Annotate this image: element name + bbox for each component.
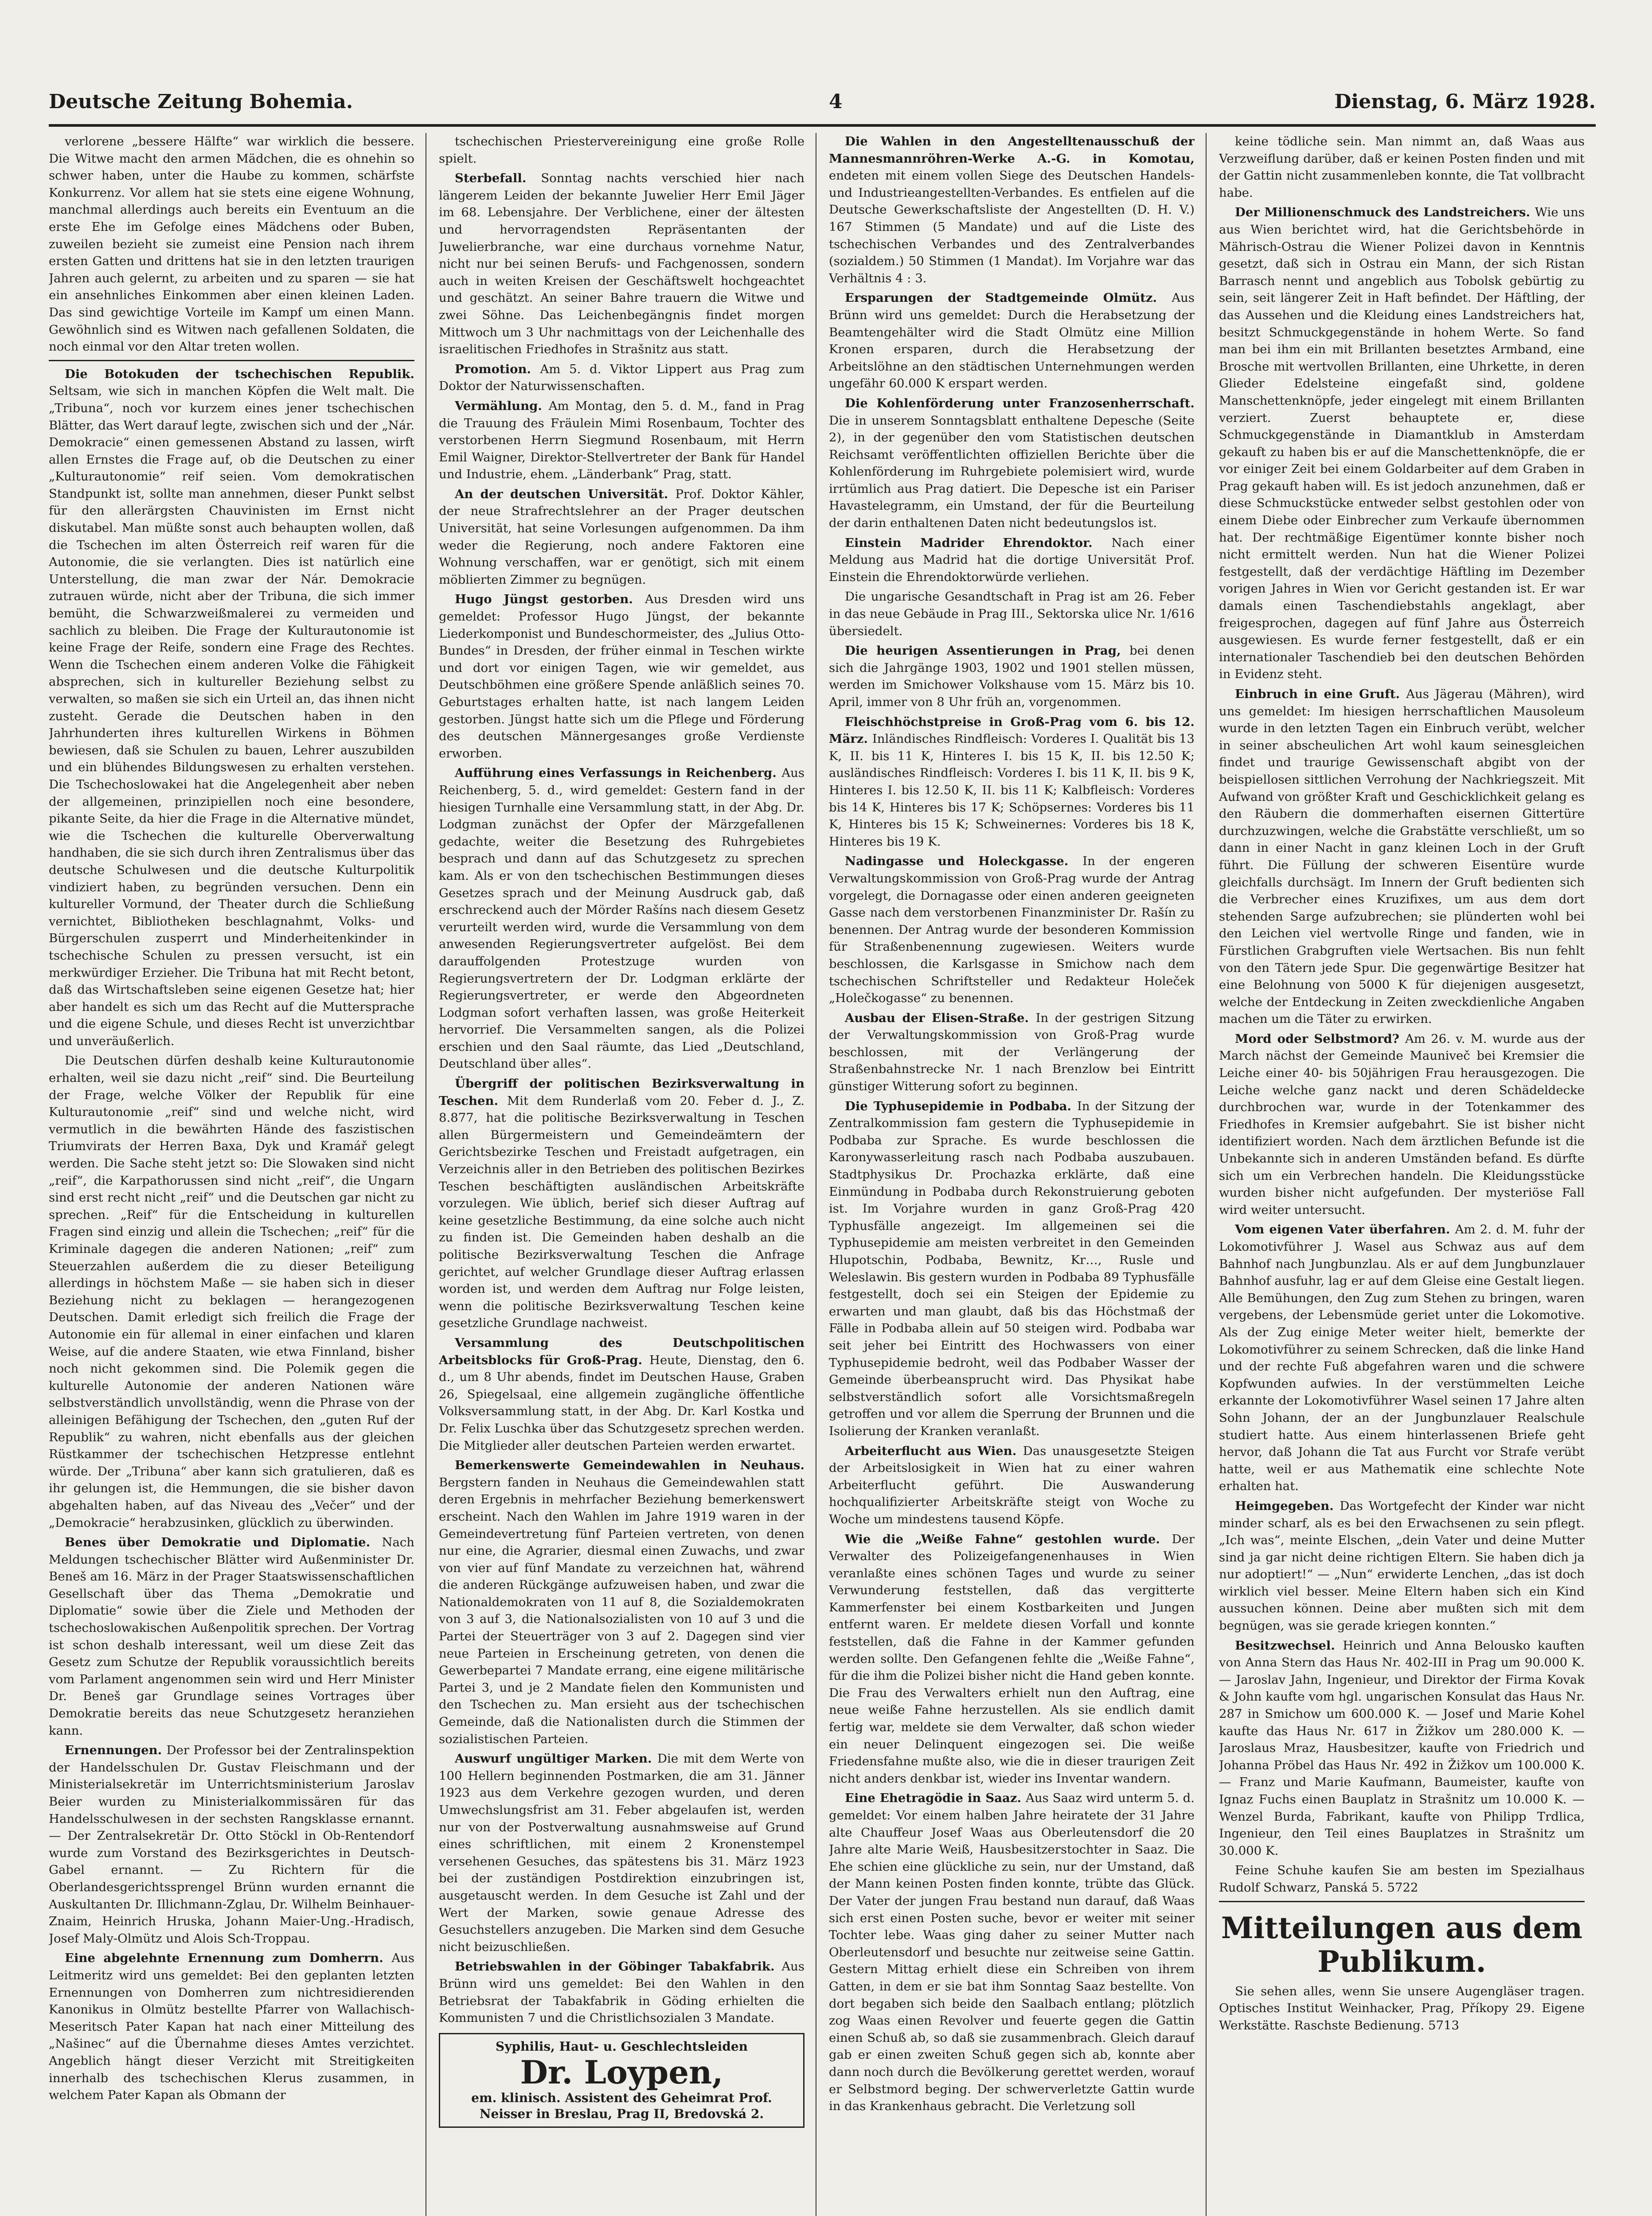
article-heading: Ersparungen der Stadtgemeinde Olmütz. [845, 291, 1172, 305]
article-text: endeten mit einem vollen Siege des Deutschen Handels- und Industrieangestellten-Verbandes. Es entfielen auf die Deutsche Gewerkschaftsliste der Angestellten (D. H. V.) 167 Stimmen (5 Mandate) und auf die Liste des tschechischen Verbandes und des Zentralverbandes (sozialdem.) 50 Stimmen (1 Mandat). Im Vorjahre war das Verhältnis 4 : 3. [829, 168, 1195, 285]
article-paragraph [49, 1742, 414, 1947]
article-text: Der Professor bei der Zentralinspektion der Handelsschulen Dr. Gustav Fleischmann und der Ministerialsekretär im Unterrichtsministerium Jaroslav Beier wurden zu Ministerialkommissären für das Handelsschulwesen in der sechsten Rangsklasse ernannt. — Der Zentralsekretär Dr. Otto Stöckl in Ob-Rentendorf wurde zum Vorstand des Bezirksgerichtes in Deutsch-Gabel ernannt. — Zu Richtern für die Oberlandesgerichtssprengel Brünn wurden ernannt die Auskultanten Dr. Illichmann-Zglau, Dr. Wilhelm Beinhauer-Znaim, Heinrich Hruska, Johann Maier-Ung.-Hradisch, Josef Maly-Olmütz und Alois Sch-Troppau. [49, 1743, 414, 1946]
article-heading: Versammlung des Deutschpolitischen Arbeitsblocks für Groß-Prag. [439, 1335, 805, 1367]
article-heading: Vom eigenen Vater überfahren. [1235, 1222, 1455, 1237]
issue-date: Dienstag, 6. März 1928. [1334, 90, 1596, 113]
article-heading: Vermählung. [455, 398, 549, 413]
article-text: In der engeren Verwaltungskommission von Groß-Prag wurde der Antrag vorgelegt, die Dornagasse oder einen anderen geeigneten Gasse nach dem verstorbenen Finanzminister Dr. Rašín zu benennen. Der Antrag wurde der besonderen Kommission für Straßenbenennung zugewiesen. Weiters wurde beschlossen, die Karlsgasse in Smichow nach dem tschechischen Schriftsteller und Redakteur Holeček „Holečkogasse“ zu benennen. [829, 854, 1195, 1006]
article-text: Am 26. v. M. wurde aus der March nächst der Gemeinde Mauniveč bei Kremsier die Leiche einer 40- bis 50jährigen Frau herausgezogen. Die Leiche welche ganz nackt und deren Schädeldecke durchbrochen war, wurde in der Totenkammer des Friedhofes in Kremsier aufgebahrt. Sie ist bisher nicht identifiziert worden. Nach dem ärztlichen Befunde ist die Unbekannte sich in anderen Umständen befand. Es dürfte sich um ein Verbrechen handeln. Die Kleidungsstücke wurden bisher nicht aufgefunden. Der mysteriöse Fall wird weiter untersucht. [1219, 1031, 1585, 1217]
article-heading: Arbeiterflucht aus Wien. [845, 1444, 1023, 1458]
article-text: Mit dem Runderlaß vom 20. Feber d. J., Z. 8.877, hat die politische Bezirksverwaltung in Teschen allen Bürgermeistern und Gemeindeämtern der Gerichtsbezirke Teschen und Freistadt aufgetragen, ein Verzeichnis aller in den Betrieben des politischen Bezirkes Teschen beschäftigten ausländischen Arbeitskräfte vorzulegen. Wie üblich, berief sich dieser Auftrag auf keine gesetzliche Bestimmung, da eine solche auch nicht zu finden ist. Die Gemeinden haben deshalb an die politische Bezirksverwaltung Teschen die Anfrage gerichtet, auf welcher Grundlage dieser Auftrag erlassen worden ist, und werden dem Auftrag nur Folge leisten, wenn die politische Bezirksverwaltung Teschen keine gesetzliche Grundlage nachweist. [439, 1093, 805, 1330]
advertisement-box [439, 2033, 805, 2128]
article-paragraph [829, 133, 1195, 287]
article-paragraph [1219, 1498, 1585, 1635]
article-paragraph [1219, 1983, 1585, 2034]
article-heading: Bemerkenswerte Gemeindewahlen in Neuhaus. [455, 1458, 805, 1473]
article-text: tschechischen Priestervereinigung eine große Rolle spielt. [439, 134, 805, 166]
article-paragraph [829, 395, 1195, 532]
article-paragraph [439, 170, 805, 358]
article-text: Seltsam, wie sich in manchen Köpfen die Welt malt. Die „Tribuna“, noch vor kurzem eines jener tschechischen Blätter, das Wert darauf legte, zwischen sich und der „Nár. Demokracie“ einen gemessenen Abstand zu lassen, wirft allen Ernstes die Frage auf, ob die Deutschen zu einer „Kulturautonomie“ reif seien. Vom demokratischen Standpunkt ist, sollte man annehmen, dieser Punkt selbst für den allerärgsten Chauvinisten im Ernst nicht diskutabel. Man müßte sonst auch behaupten wollen, daß die Tschechen im alten Österreich reif waren für die Autonomie, die sie verlangten. Dies ist natürlich eine Unterstellung, die man zwar der Nár. Demokracie zutrauen würde, nicht aber der Tribuna, die sich immer bemüht, die Schwarzweißmalerei zu vermeiden und sachlich zu bleiben. Die Frage der Kulturautonomie ist keine Frage der Reife, sondern eine Frage des Rechtes. Wenn die Tschechen einem anderen Volke die Fähigkeit absprechen, sich in kultureller Beziehung selbst zu verwalten, so maßen sie sich ein Urteil an, das ihnen nicht zusteht. Gerade die Deutschen haben in den Jahrhunderten ihres kulturellen Wirkens in Böhmen bewiesen, daß sie Schulen zu bauen, Lehrer auszubilden und ein blühendes Bildungswesen zu erhalten verstehen. Die Tschechoslowakei hat die Angelegenheit aber neben der allgemeinen, prinzipiellen noch eine besondere, pikante Seite, da hier die Frage in die Alternative mündet, wie die Tschechen die kulturelle Oberverwaltung handhaben, die sie sich durch ihren Zentralismus über das deutsche Schulwesen und die deutsche Kulturpolitik vindiziert haben, zu begründen versuchen. Denn ein kultureller Vormund, der Theater durch die Schließung vernichtet, Bibliotheken beschlagnahmt, Volks- und Bürgerschulen zusperrt und Minderheitenkinder in tschechische Schulen zu pressen versucht, ist ein merkwürdiger Erzieher. Die Tribuna hat mit Recht betont, daß das Wirtschaftsleben seine eigenen Gesetze hat; hier aber handelt es sich um das Recht auf die Muttersprache und die eigene Schule, und dieses Recht ist unverzichtbar und unveräußerlich. [49, 384, 414, 1048]
article-paragraph [829, 642, 1195, 710]
article-text: Das unausgesetzte Steigen der Arbeitslosigkeit in Wien hat zu einer wahren Arbeiterflucht geführt. Die Auswanderung hochqualifizierter Arbeitskräfte steigt von Woche zu Woche um mindestens tausend Köpfe. [829, 1444, 1195, 1526]
article-paragraph [49, 1052, 414, 1531]
page-number: 4 [829, 90, 843, 113]
article-text: Das Wortgefecht der Kinder war nicht minder scharf, als es bei den Erwachsenen zu sein pflegt. „Ich was“, meinte Elschen, „dein Vater und deine Mutter sind ja gar nicht deine richtigen Eltern. Sie haben dich ja nur adoptiert!“ — „Nun“ erwiderte Lenchen, „das ist doch wirklich viel besser. Meine Eltern haben sich ein Kind aussuchen können. Deine aber mußten sich mit dem begnügen, was sie gerade kriegen konnten.“ [1219, 1498, 1585, 1633]
article-text: Bergstern fanden in Neuhaus die Gemeindewahlen statt deren Ergebnis in mehrfacher Beziehung bemerkenswert erscheint. Nach den Wahlen im Jahre 1919 waren in der Gemeindevertretung fünf Parteien vertreten, von denen nur eine, die Agrarier, diesmal einen Zuwachs, und zwar von vier auf fünf Mandate zu verzeichnen hat, während die anderen Rückgänge aufzuweisen haben, und zwar die Nationaldemokraten von 11 auf 8, die Sozialdemokraten von 3 auf 3, die Nationalsozialisten von 10 auf 3 und die Partei der Steuerträger von 3 auf 2. Dagegen sind vier neue Parteien in Erscheinung getreten, von denen die Gewerbepartei 7 Mandate errang, eine eigene militärische Partei 3, und je 2 Mandate fielen den Kommunisten und den Tschechen zu. Man ersieht aus der tschechischen Gemeinde, daß die Nationalisten durch die Stimmen der sozialistischen Parteien. [439, 1475, 805, 1746]
text-column-2 [439, 133, 805, 2216]
article-text: Am 5. d. Viktor Lippert aus Prag zum Doktor der Naturwissenschaften. [439, 362, 805, 394]
article-paragraph [1219, 1637, 1585, 1860]
article-heading: Die Kohlenförderung unter Franzosenherrschaft. [845, 396, 1195, 410]
article-text: Aus Reichenberg, 5. d., wird gemeldet: Gestern fand in der hiesigen Turnhalle eine Versammlung statt, in der Abg. Dr. Lodgman zunächst der Opfer der Märzgefallenen gedachte, weiter die Besetzung des Ruhrgebietes besprach und dann auf das Schutzgesetz zu sprechen kam. Als er von den tschechischen Bestimmungen dieses Gesetzes sprach und der Meinung Ausdruck gab, daß erschreckend auch der Mörder Rašíns nach diesem Gesetz verurteilt werden wird, wurde die Versammlung von dem anwesenden Regierungsvertreter aufgelöst. Bei dem darauffolgenden Protestzuge wurden von Regierungsvertretern der Dr. Lodgman erklärte der Regierungsvertreter, er werde den Abgeordneten Lodgman sofort verhaften lassen, was große Heiterkeit hervorrief. Die Versammelten sangen, als die Polizei erschien und den Saal räumte, das Lied „Deutschland, Deutschland über alles“. [439, 766, 805, 1071]
article-heading: Auswurf ungültiger Marken. [455, 1752, 657, 1766]
section-rule [49, 360, 414, 361]
article-heading: Aufführung eines Verfassungs in Reichenberg. [455, 766, 782, 780]
article-paragraph [829, 588, 1195, 640]
article-text: Nach Meldungen tschechischer Blätter wird Außenminister Dr. Beneš am 16. März in der Prager Staatswissenschaftlichen Gesellschaft über das Thema „Demokratie und Diplomatie“ sowie über die Ziele und Methoden der tschechoslowakischen Außenpolitik sprechen. Der Vortrag ist schon deshalb interessant, weil um diese Zeit das Gesetz zum Schutze der Republik voraussichtlich bereits vom Parlament angenommen sein wird und Herr Minister Dr. Beneš gar Grundlage seines Vortrages über Demokratie bereits das neue Schutzgesetz heranziehen kann. [49, 1535, 414, 1738]
article-text: In der gestrigen Sitzung der Verwaltungskommission von Groß-Prag wurde beschlossen, mit der Verlängerung der Straßenbahnstrecke Nr. 1 nach Brenzlow bei Eintritt günstiger Witterung sofort zu beginnen. [829, 1010, 1195, 1094]
section-title: Mitteilungen aus dem Publikum. [1221, 1910, 1583, 1979]
article-heading: Eine Ehetragödie in Saaz. [845, 1791, 1026, 1806]
article-heading: Betriebswahlen in der Göbinger Tabakfabrik. [455, 1959, 782, 1974]
article-paragraph [49, 366, 414, 1050]
page-header [49, 89, 1596, 115]
article-text: Heinrich und Anna Belousko kauften von Anna Stern das Haus Nr. 402-III in Prag um 90.000 K. — Jaroslav Jahn, Ingenieur, und Direktor der Firma Kovak & John kaufte vom hgl. ungarischen Konsulat das Haus Nr. 287 in Smichow um 600.000 K. — Josef und Marie Kohel kaufte das Haus Nr. 617 in Žižkov um 280.000 K. — Jaroslaus Mraz, Hausbesitzer, kaufte von Friedrich und Johanna Pröbel das Haus Nr. 492 in Žižkov um 100.000 K. — Franz und Marie Kaufmann, Baumeister, kaufte von Ignaz Fuchs einen Bauplatz in Strašnitz um 10.000 K. — Wenzel Burda, Fabrikant, kaufte von Philipp Trdlica, Ingenieur, den Teil eines Bauplatzes in Strašnitz um 30.000 K. [1219, 1638, 1585, 1858]
article-text: Die Deutschen dürfen deshalb keine Kulturautonomie erhalten, weil sie dazu nicht „reif“ sind. Die Beurteilung der Frage, welche Völker der Republik für eine Kulturautonomie „reif“ sind und welche nicht, wird vermutlich in die bewährten Hände des faszistischen Triumvirats der Herren Baxa, Dyk und Kramář gelegt werden. Die Sache steht jetzt so: Die Slowaken sind nicht „reif“, die Karpathorussen sind nicht „reif“, die Ungarn sind erst recht nicht „reif“ und die Deutschen gar nicht zu sprechen. „Reif“ für die Entscheidung in kulturellen Fragen sind einzig und allein die Tschechen; „reif“ für die Kriminale dagegen die anderen Nationen; „reif“ zum Steuerzahlen außerdem die zu dieser Beteiligung allerdings in höchstem Maße — sie haben sich in dieser Beziehung nicht zu beklagen — herangezogenen Deutschen. Damit erledigt sich freilich die Frage der Autonomie ein für allemal in einer einfachen und klaren Weise, auf die andere Staaten, wie etwa Finnland, bisher noch nicht gekommen sind. Die Polemik gegen die kulturelle Autonomie der anderen Nationen wäre selbstverständlich unvollständig, wenn die Phrase von der alleinigen Befähigung der Tschechen, den „guten Ruf der Republik“ zu wahren, nicht ebenfalls aus der gleichen Rüstkammer der tschechischen Hetzpresse entlehnt würde. Der „Tribuna“ aber kann sich gratulieren, daß es ihr gelungen ist, die Hemmungen, die sie bisher davon abgehalten haben, auf das Niveau des „Večer“ und der „Demokracie“ herabzusinken, glücklich zu überwinden. [49, 1053, 414, 1530]
article-paragraph [1219, 686, 1585, 1028]
article-paragraph [829, 1443, 1195, 1528]
ad-details: em. klinisch. Assistent des Geheimrat Prof. Neisser in Breslau, Prag II, Bredovská 2. [471, 2090, 772, 2121]
article-text: Prof. Doktor Kähler, der neue Strafrechtslehrer an der Prager deutschen Universität, hat seine Vorlesungen aufgenommen. Da ihm weder die Regierung, noch andere Faktoren eine Wohnung verschaffen, war er genötigt, sich mit einem möblierten Zimmer zu begnügen. [439, 487, 805, 587]
article-text: bei denen sich die Jahrgänge 1903, 1902 und 1901 stellen müssen, werden im Smichower Volkshause vom 15. März bis 10. April, immer von 8 Uhr früh an, vorgenommen. [829, 644, 1195, 709]
article-text: Inländisches Rindfleisch: Vorderes I. Qualität bis 13 K, II. bis 11 K, Hinteres I. bis 15 K, II. bis 12.50 K; ausländisches Rindfleisch: Vorderes I. bis 11 K, II. bis 9 K, Hinteres I. bis 12.50 K, II. bis 11 K; Kalbfleisch: Vorderes bis 14 K, Hinteres bis 17 K; Schöpsernes: Vorderes bis 11 K, Hinteres bis 15 K; Schweinernes: Vorderes bis 18 K, Hinteres bis 19 K. [829, 732, 1195, 849]
newspaper-title: Deutsche Zeitung Bohemia. [49, 90, 353, 113]
article-heading: Benes über Demokratie und Diplomatie. [65, 1535, 382, 1550]
article-paragraph [439, 591, 805, 762]
column-separator [1206, 133, 1207, 2216]
article-text: Heute, Dienstag, den 6. d., um 8 Uhr abends, findet im Deutschen Hause, Graben 26, Spiegelsaal, eine allgemein zugängliche öffentliche Volksversammlung statt, in der Abg. Dr. Karl Kostka und Dr. Felix Luschka über das Schutzgesetz sprechen werden. Die Mitglieder aller deutschen Parteien werden erwartet. [439, 1353, 805, 1453]
article-paragraph [1219, 1862, 1585, 1896]
article-heading: Mord oder Selbstmord? [1235, 1031, 1405, 1046]
article-paragraph [439, 1750, 805, 1955]
article-paragraph [49, 1534, 414, 1739]
article-paragraph [439, 1958, 805, 2026]
article-paragraph [49, 133, 414, 355]
article-paragraph [1219, 133, 1585, 201]
article-paragraph [829, 853, 1195, 1007]
article-paragraph [1219, 1030, 1585, 1219]
article-heading: Die Botokuden der tschechischen Republik. [65, 367, 414, 381]
article-paragraph [439, 398, 805, 483]
article-paragraph [829, 1010, 1195, 1095]
text-column-1 [49, 133, 414, 2216]
text-column-4 [1219, 133, 1585, 2216]
article-text: Nach einer Meldung aus Madrid hat die dortige Universität Prof. Einstein die Ehrendoktorwürde verliehen. [829, 535, 1195, 584]
article-paragraph [439, 765, 805, 1073]
article-text: Die ungarische Gesandtschaft in Prag ist am 26. Feber in das neue Gebäude in Prag III., Sektorska ulice Nr. 1/616 übersiedelt. [829, 589, 1195, 638]
article-heading: Besitzwechsel. [1235, 1638, 1343, 1653]
article-paragraph [439, 133, 805, 167]
article-text: keine tödliche sein. Man nimmt an, daß Waas aus Verzweiflung darüber, daß er keinen Posten finden und mit der Gattin nicht zusammenleben konnte, die Tat vollbracht habe. [1219, 134, 1585, 200]
article-paragraph [439, 1334, 805, 1454]
article-text: In der Sitzung der Zentralkommission fam gestern die Typhusepidemie in Podbaba zur Sprache. Es wurde beschlossen die Karonywasserleitung rasch nach Podbaba auszubauen. Stadtphysikus Dr. Prochazka erklärte, daß eine Einmündung in Podbaba durch Rekonstruierung geboten ist. Im Vorjahre wurden in ganz Groß-Prag 420 Typhusfälle angezeigt. Im allgemeinen sei die Typhusepidemie am meisten verbreitet in den Gemeinden Hlupotschin, Podbaba, Bewnitz, Kr…, Rusle und Weleslawin. Bis gestern wurden in Podbaba 89 Typhusfälle festgestellt, doch sei ein Steigen der Epidemie zu erwarten und man glaubt, daß bis das Höchstmaß der Fälle in Podbaba allein auf 50 steigen wird. Podbaba war seit jeher bei Eintritt des Hochwassers von einer Typhusepidemie bedroht, weil das Podbaber Wasser der Gemeinde überbeansprucht wird. Das Physikat habe selbstverständlich sofort alle Vorsichtsmaßregeln getroffen und vor allem die Sperrung der Brunnen und die Isolierung der Kranken veranlaßt. [829, 1099, 1195, 1438]
article-heading: Wie die „Weiße Fahne“ gestohlen wurde. [845, 1532, 1172, 1546]
article-heading: Die heurigen Assentierungen in Prag, [845, 644, 1130, 658]
article-heading: An der deutschen Universität. [455, 487, 676, 501]
article-text: Die mit dem Werte von 100 Hellern beginnenden Postmarken, die am 31. Jänner 1923 aus dem Verkehre gezogen wurden, und deren Umwechslungsfrist am 31. Feber abgelaufen ist, werden nur von der Postverwaltung ausnahmsweise auf Grund eines schriftlichen, mit einem 2 Kronenstempel versehenen Gesuches, das spätestens bis 31. März 1923 bei der zuständigen Postdirektion einzubringen ist, ausgetauscht werden. In dem Gesuche ist Zahl und der Wert der Marken, sowie genaue Adresse des Gesuchstellers anzugeben. Die Marken sind dem Gesuche nicht beizuschließen. [439, 1752, 805, 1954]
article-text: verlorene „bessere Hälfte“ war wirklich die bessere. Die Witwe macht den armen Mädchen, die es ohnehin so schwer haben, unter die Haube zu kommen, schärfste Konkurrenz. Vor allem hat sie stets eine eigene Wohnung, manchmal allerdings auch bereits ein Eventuum an die erste Ehe im Gefolge eines Mädchens oder Buben, zuweilen bezieht sie zumeist eine Pension nach ihrem ersten Gatten und drittens hat sie in den letzten traurigen Jahren auch gelernt, zu arbeiten und zu sparen — sie hat ein ansehnliches Einkommen aber einen kleinen Laden. Das sind gewichtige Vorteile im Kampf um einen Mann. Gewöhnlich sind es Witwen nach gefallenen Soldaten, die noch einmal vor den Altar treten wollen. [49, 134, 414, 354]
article-paragraph [829, 289, 1195, 392]
article-heading: Nadingasse und Holeckgasse. [845, 854, 1083, 869]
article-text: Aus Leitmeritz wird uns gemeldet: Bei den geplanten letzten Ernennungen von Domherren zum nichtresidierenden Kanonikus in Olmütz bestellte Pfarrer von Wallachisch-Meseritsch Pater Kapan hat nach einer Mitteilung des „Našinec“ auf die Übernahme dieses Amtes verzichtet. Angeblich hängt dieser Verzicht mit Streitigkeiten innerhalb des tschechischen Klerus zusammen, in welchem Pater Kapan als Obmann der [49, 1951, 414, 2103]
article-text: Aus Jägerau (Mähren), wird uns gemeldet: Im hiesigen herrschaftlichen Mausoleum wurde in den letzten Tagen ein Einbruch verübt, welcher in seiner abscheulichen Art wohl kaum seinesgleichen findet und traurige Gewissenschaft abgibt von der beispiellosen sittlichen Verrohung der Nachkriegszeit. Mit Aufwand von größter Kraft und Geschicklichkeit gelang es den Räubern die dommerhaften eisernen Gittertüre durchzuzwingen, welche die Grabstätte verschließt, um so dann in einer Nacht in ganz kleinen Loch in der Gruft führt. Die Füllung der schweren Eisentüre wurde gleichfalls durchsägt. Im Innern der Gruft bedienten sich die Verbrecher eines Kruzifixes, um aus dem dort stehenden Sarge aufzubrechen; sie plünderten wohl bei den Leichen viel wertvolle Ringe und fanden, wie in Fürstlichen Grabgruften viele Wertsachen. Bis nun fehlt von den Tätern jede Spur. Die gegenwärtige Besitzer hat eine Belohnung von 5000 K für diejenigen ausgesetzt, welche der Entdeckung in Zeiten zweckdienliche Angaben machen um die Täter zu erwirken. [1219, 687, 1585, 1026]
article-text: Wie uns aus Wien berichtet wird, hat die Gerichtsbehörde in Mährisch-Ostrau die Wiener Polizei davon in Kenntnis gesetzt, daß sich in Ostrau ein Mann, der sich Ristan Barrasch nennt und angeblich aus Tobolsk gebürtig zu sein, seit längerer Zeit in Haft befindet. Der Häftling, der das Aussehen und die Kleidung eines Landstreichers hat, besitzt Schmuckgegenstände in hohem Werte. So fand man bei ihm ein mit Brillanten besetztes Armband, eine Brosche mit wertvollen Brillanten, eine Uhrkette, in deren Glieder Edelsteine eingefaßt sind, goldene Manschettenknöpfe, jeder eingelegt mit einem Brillanten verziert. Zuerst behauptete er, diese Schmuckgegenstände in Diamantklub in Amsterdam gekauft zu haben bis er auf die Manschettenknöpfe, die er vor einiger Zeit bei einem Goldarbeiter auf dem Graben in Prag gekauft haben will. Es ist jedoch anzunehmen, daß er diese Schmuckstücke entweder selbst gestohlen oder von einem Diebe oder Einbrecher zum Verkaufe übernommen hat. Der rechtmäßige Eigentümer konnte bisher noch nicht ermittelt werden. Nun hat die Wiener Polizei festgestellt, daß der verdächtige Häftling im Dezember vorigen Jahres in Wien vor Gericht gestanden ist. Er war damals einen Taschendiebstahls angeklagt, aber freigesprochen, dagegen auf fünf Jahre aus Österreich ausgewiesen. Es wurde ferner festgestellt, daß er ein internationaler Taschendieb bei den deutschen Behörden in Evidenz steht. [1219, 205, 1585, 682]
article-paragraph [829, 534, 1195, 586]
article-heading: Ausbau der Elisen-Straße. [845, 1010, 1036, 1025]
article-heading: Heimgegeben. [1235, 1498, 1340, 1513]
article-paragraph [49, 1950, 414, 2103]
article-heading: Ernennungen. [65, 1743, 167, 1758]
article-heading: Die Wahlen in den Angestelltenausschuß der Mannesmannröhren-Werke A.-G. in Komotau, [829, 134, 1195, 166]
article-paragraph [829, 714, 1195, 851]
article-text: Aus Saaz wird unterm 5. d. gemeldet: Vor einem halben Jahre heiratete der 31 Jahre alte Chauffeur Josef Waas aus Oberleutensdorf die 20 Jahre alte Marie Weiß, Hausbesitzerstochter in Saaz. Die Ehe schien eine glückliche zu sein, nur der Umstand, daß der Mann keinen Posten finden konnte, trübte das Glück. Der Vater der jungen Frau bestand nun darauf, daß Waas sich erst einen Posten suche, bevor er weiter mit seiner Tochter lebe. Waas ging daher zu seiner Mutter nach Oberleutensdorf und besuchte nur zeitweise seine Gattin. Gestern Mittag erhielt diese ein Schreiben von ihrem Gatten, in dem er sie bat ihm Sonntag Saaz bestellte. Von dort begaben sich beide den Saalbach entlang; plötzlich zog Waas einen Revolver und feuerte gegen die Gattin einen Schuß ab, so daß sie zusammenbrach. Gleich darauf gab er einen zweiten Schuß gegen sich ab, konnte aber dann noch durch die Bevölkerung gerettet werden, worauf er Selbstmord beging. Der schwerverletzte Gattin wurde in das Krankenhaus gebracht. Die Verletzung soll [829, 1791, 1195, 2114]
article-text: Am 2. d. M. fuhr der Lokomotivführer J. Wasel aus Schwaz aus auf dem Bahnhof nach Jungbunzlau. Als er auf dem Jungbunzlauer Bahnhof ausfuhr, lag er auf dem Gleise eine Gestalt liegen. Alle Bemühungen, den Zug zum Stehen zu bringen, waren vergebens, der Lebensmüde geriet unter die Lokomotive. Als der Zug einige Meter weiter hielt, bemerkte der Lokomotivführer zu seinem Schrecken, daß die linke Hand und der rechte Fuß abgefahren waren und die schwere Kopfwunden aufwies. In der verstümmelten Leiche erkannte der Lokomotivführer Wasel seinen 17 Jahre alten Sohn Johann, der an der Jungbunzlauer Realschule studiert hatte. Aus einem hinterlassenen Briefe geht hervor, daß Johann die Tat aus Furcht vor Strafe verübt hatte, weil er aus Mathematik eine schlechte Note erhalten hat. [1219, 1222, 1585, 1494]
article-text: Der Verwalter des Polizeigefangenenhauses in Wien veranlaßte eines schönen Tages und wurde zu seiner Verwunderung feststellen, daß das vergitterte Kammerfenster bei einem Kostbarkeiten und Jungen entfernt waren. Er meldete diesen Vorfall und konnte feststellen, daß die Fahne in der Kammer gefunden werden sollte. Den Gefangenen fehlte die „Weiße Fahne“, für die ihm die Polizei bisher nicht die Hand geben konnte. Die Frau des Verwalters erhielt nun den Auftrag, eine neue weiße Fahne herzustellen. Als sie endlich damit fertig war, meldete sie dem Verwalter, daß schon wieder ein neuer Delinquent eingezogen sei. Die weiße Friedensfahne mußte also, wie die in dieser traurigen Zeit nicht anders denkbar ist, wieder ins Inventar wandern. [829, 1532, 1195, 1786]
article-text: Am Montag, den 5. d. M., fand in Prag die Trauung des Fräulein Mimi Rosenbaum, Tochter des verstorbenen Herrn Siegmund Rosenbaum, mit Herrn Emil Waigner, Direktor-Stellvertreter der Bank für Handel und Industrie, ehem. „Länderbank“ Prag, statt. [439, 398, 805, 482]
article-text: Die in unserem Sonntagsblatt enthaltene Depesche (Seite 2), in der gegenüber den vom Statistischen deutschen Reichsamt veröffentlichten offiziellen Berichte über die Kohlenförderung im Ruhrgebiete polemisiert wird, wurde irrtümlich aus Prag datiert. Die Depesche ist ein Pariser Havastelegramm, ein Umstand, der für die Beurteilung der darin enthaltenen Daten nicht bedeutungslos ist. [829, 413, 1195, 531]
article-paragraph [439, 1075, 805, 1332]
article-heading: Einbruch in eine Gruft. [1235, 687, 1406, 701]
article-paragraph [829, 1531, 1195, 1787]
article-text: Aus Brünn wird uns gemeldet: Bei den Wahlen in den Betriebsrat der Tabakfabrik in Göding erhielten die Kommunisten 7 und die Christlichsozialen 3 Mandate. [439, 1959, 805, 2025]
article-paragraph [829, 1790, 1195, 2115]
article-text: Aus Brünn wird uns gemeldet: Durch die Herabsetzung der Beamtengehälter wird die Stadt Olmütz eine Million Kronen ersparen, durch die Herabsetzung der Arbeitslöhne an den städtischen Unternehmungen werden ungefähr 60.000 K erspart werden. [829, 291, 1195, 391]
article-heading: Einstein Madrider Ehrendoktor. [845, 535, 1112, 550]
article-heading: Übergriff der politischen Bezirksverwaltung in Teschen. [439, 1077, 805, 1108]
article-heading: Die Typhusepidemie in Podbaba. [845, 1099, 1078, 1113]
text-column-3 [829, 133, 1195, 2216]
article-text: Sonntag nachts verschied hier nach längerem Leiden der bekannte Juwelier Herr Emil Jäger im 68. Lebensjahre. Der Verblichene, einer der ältesten und hervorragendsten Repräsentanten der Juwelierbranche, war eine durchaus vornehme Natur, nicht nur bei seinen Berufs- und Fachgenossen, sondern auch in weiten Kreisen der Geschäftswelt hochgeachtet und geschätzt. An seiner Bahre trauern die Witwe und zwei Söhne. Das Leichenbegängnis findet morgen Mittwoch um 3 Uhr nachmittags von der Leichenhalle des israelitischen Friedhofes in Strašnitz aus statt. [439, 171, 805, 357]
article-text: Aus Dresden wird uns gemeldet: Professor Hugo Jüngst, der bekannte Liederkomponist und Bundeschormeister, des „Julius Otto-Bundes“ in Dresden, der früher einmal in Teschen wirkte und dort vor einigen Tagen, wie wir gemeldet, aus Deutschböhmen eine größere Spende anläßlich seines 70. Geburtstages erhalten hatte, ist nach langem Leiden gestorben. Jüngst hatte sich um die Pflege und Förderung des deutschen Männergesanges große Verdienste erworben. [439, 592, 805, 761]
article-heading: Der Millionenschmuck des Landstreichers. [1235, 205, 1535, 220]
article-paragraph [439, 486, 805, 589]
article-heading: Sterbefall. [455, 171, 541, 186]
article-paragraph [439, 1457, 805, 1748]
article-paragraph [829, 1098, 1195, 1440]
ad-heading: Syphilis, Haut- u. Geschlechtsleiden [496, 2039, 748, 2054]
article-paragraph [1219, 204, 1585, 683]
article-heading: Eine abgelehnte Ernennung zum Domherrn. [65, 1951, 392, 1966]
ad-name: Dr. Loypen, [520, 2053, 723, 2091]
article-heading: Hugo Jüngst gestorben. [455, 592, 645, 607]
article-paragraph [1219, 1221, 1585, 1495]
article-heading: Promotion. [455, 362, 540, 376]
article-text: Sie sehen alles, wenn Sie unsere Augengläser tragen. Optisches Institut Weinhacker, Prag, Příkopy 29. Eigene Werkstätte. Raschste Bedienung. 5713 [1219, 1984, 1585, 2033]
article-heading: Fleischhöchstpreise in Groß-Prag vom 6. bis 12. März. [829, 714, 1195, 746]
article-text: Feine Schuhe kaufen Sie am besten im Spezialhaus Rudolf Schwarz, Panská 5. 5722 [1219, 1863, 1585, 1895]
header-rule [49, 124, 1596, 127]
article-paragraph [439, 361, 805, 395]
section-rule [1219, 1901, 1585, 1902]
